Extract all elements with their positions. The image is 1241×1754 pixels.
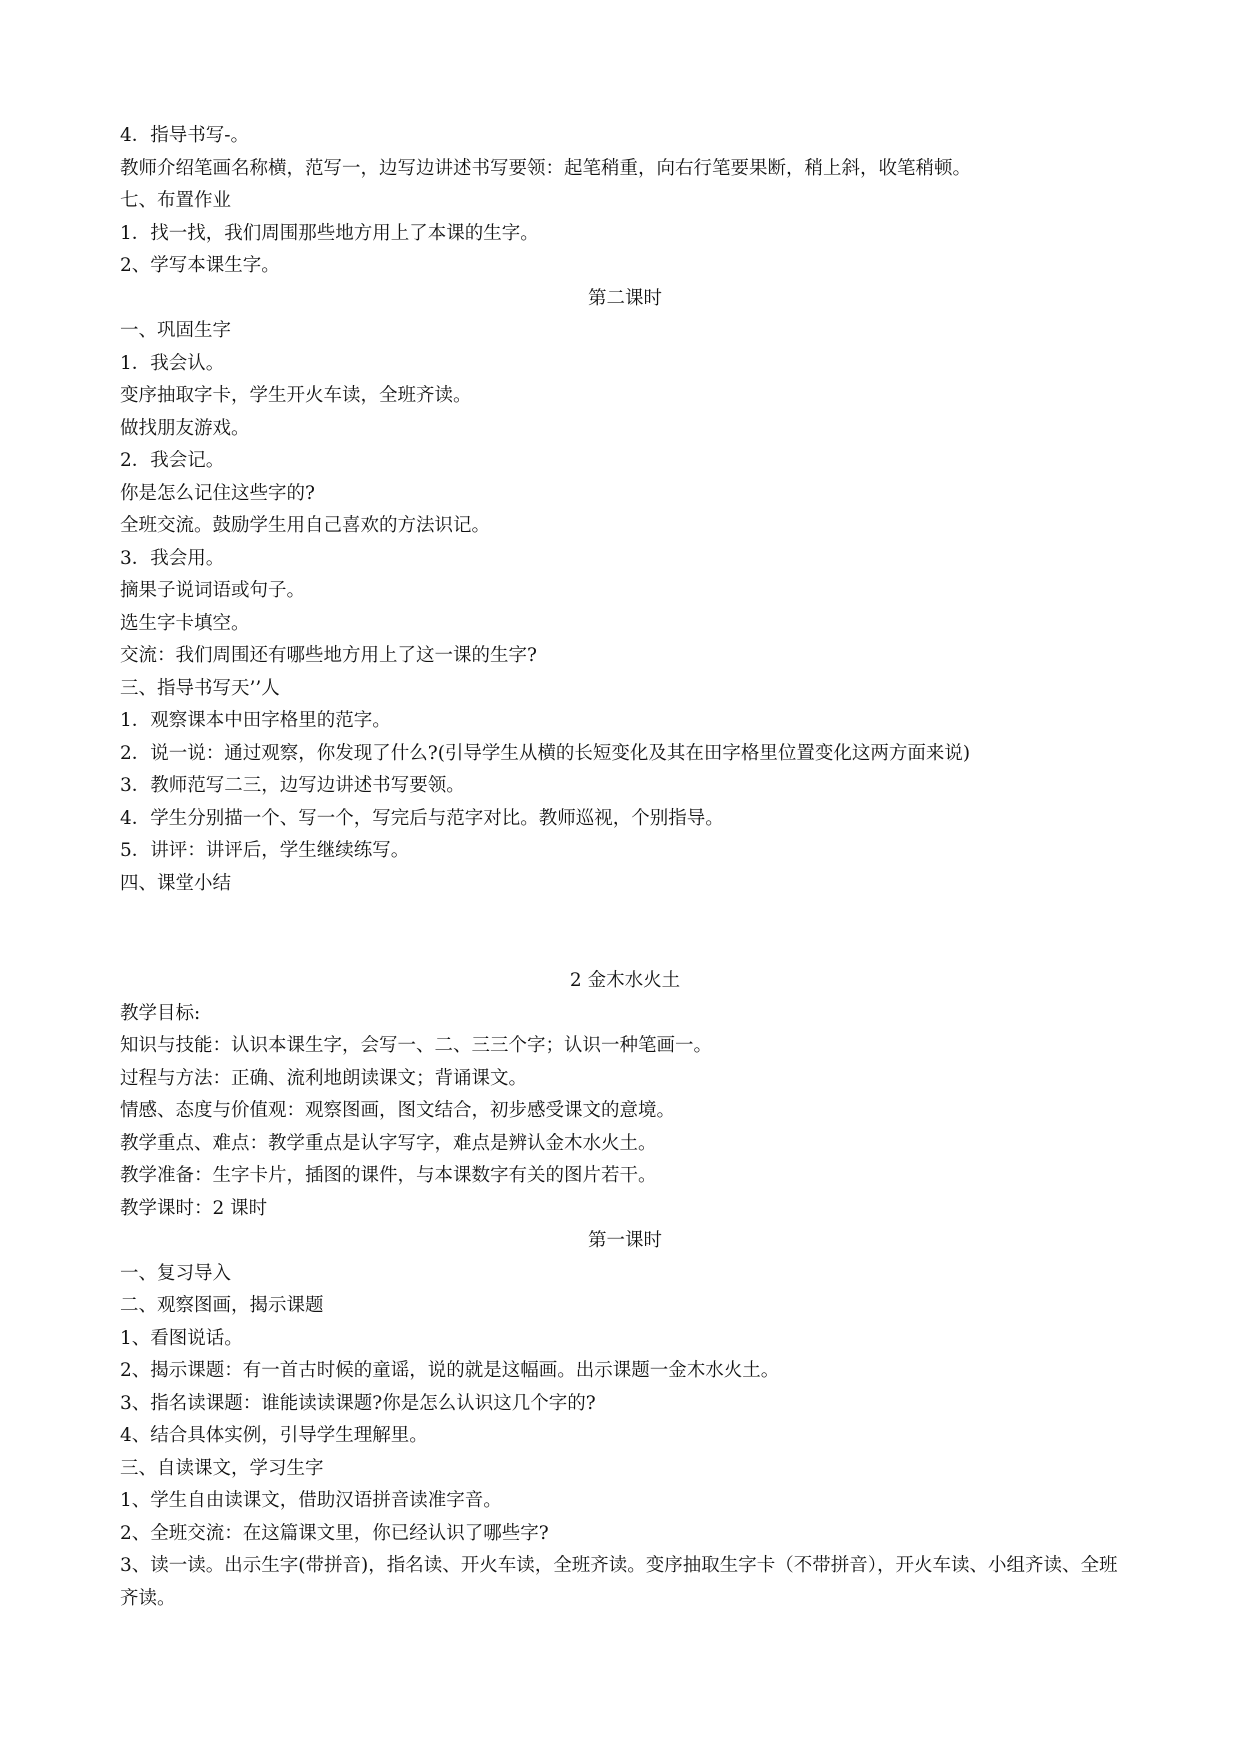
text-line: 3、指名读课题：谁能读读课题?你是怎么认识这几个字的? — [120, 1392, 596, 1414]
text-line: 一、复习导入 — [120, 1262, 232, 1284]
text-line: 5．讲评：讲评后，学生继续练写。 — [120, 840, 410, 861]
lesson-section-part2 — [120, 965, 1130, 1550]
text-line: 变序抽取字卡，学生开火车读，全班齐读。 — [120, 385, 472, 406]
text-line: 3．教师范写二三，边写边讲述书写要领。 — [120, 775, 465, 796]
text-line: 七、布置作业 — [120, 190, 232, 211]
text-line: 4、结合具体实例，引导学生理解里。 — [120, 1425, 428, 1446]
text-line: 四、课堂小结 — [120, 872, 232, 894]
text-line: 三、指导书写天’’人 — [120, 677, 280, 699]
paragraph-last: 3、读一读。出示生字(带拼音)，指名读、开火车读，全班齐读。变序抽取生字卡（不带拼音），开火车读、小组齐读、全班齐读。 — [120, 1555, 1118, 1609]
text-line: 教学准备：生字卡片，插图的课件，与本课数字有关的图片若干。 — [120, 1165, 657, 1186]
text-line: 1．找一找，我们周围那些地方用上了本课的生字。 — [120, 222, 539, 244]
text-line: 教学重点、难点：教学重点是认字写字，难点是辨认金木水火土。 — [120, 1132, 657, 1154]
text-line: 1、学生自由读课文，借助汉语拼音读准字音。 — [120, 1490, 502, 1511]
text-line: 交流：我们周围还有哪些地方用上了这一课的生字? — [120, 645, 537, 666]
text-line: 过程与方法：正确、流利地朗读课文；背诵课文。 — [120, 1067, 528, 1089]
section-heading: 2 金木水火土 — [569, 970, 681, 991]
text-line: 2、揭示课题：有一首古时候的童谣，说的就是这幅画。出示课题一金木水火土。 — [120, 1360, 780, 1381]
text-line: 1．我会认。 — [120, 352, 225, 374]
text-line: 2．我会记。 — [120, 450, 225, 471]
document-body — [120, 120, 1130, 1615]
section-heading: 第一课时 — [587, 1230, 662, 1251]
text-line: 1、看图说话。 — [120, 1327, 243, 1349]
text-line: 摘果子说词语或句子。 — [120, 580, 306, 601]
text-line: 3．我会用。 — [120, 547, 225, 569]
text-line: 1．观察课本中田字格里的范字。 — [120, 710, 391, 731]
text-line: 三、自读课文，学习生字 — [120, 1457, 324, 1479]
text-line: 二、观察图画，揭示课题 — [120, 1295, 324, 1316]
text-line: 做找朋友游戏。 — [120, 417, 250, 439]
text-line: 情感、态度与价值观：观察图画，图文结合，初步感受课文的意境。 — [120, 1100, 676, 1121]
lesson-section-part1 — [120, 120, 1130, 900]
section-gap — [120, 900, 1130, 965]
text-line: 2、全班交流：在这篇课文里，你已经认识了哪些字? — [120, 1522, 549, 1544]
text-line: 教师介绍笔画名称横，范写一，边写边讲述书写要领：起笔稍重，向右行笔要果断，稍上斜，收笔稍顿。 — [120, 157, 972, 179]
text-line: 教学目标: — [120, 1002, 201, 1024]
text-line: 你是怎么记住这些字的? — [120, 482, 315, 504]
text-line: 一、巩固生字 — [120, 320, 232, 341]
text-line: 全班交流。鼓励学生用自己喜欢的方法识记。 — [120, 515, 491, 536]
text-line: 2．说一说：通过观察，你发现了什么?(引导学生从横的长短变化及其在田字格里位置变化这两方面来说) — [120, 742, 971, 764]
text-line: 2、学写本课生字。 — [120, 255, 280, 276]
section-heading: 第二课时 — [587, 287, 662, 309]
text-line: 选生字卡填空。 — [120, 612, 250, 634]
text-line: 4．指导书写-。 — [120, 125, 250, 146]
text-line: 知识与技能：认识本课生字，会写一、二、三三个字；认识一种笔画一。 — [120, 1035, 713, 1056]
text-line: 4．学生分别描一个、写一个，写完后与范字对比。教师巡视，个别指导。 — [120, 807, 724, 829]
text-line: 教学课时：2 课时 — [120, 1197, 268, 1219]
